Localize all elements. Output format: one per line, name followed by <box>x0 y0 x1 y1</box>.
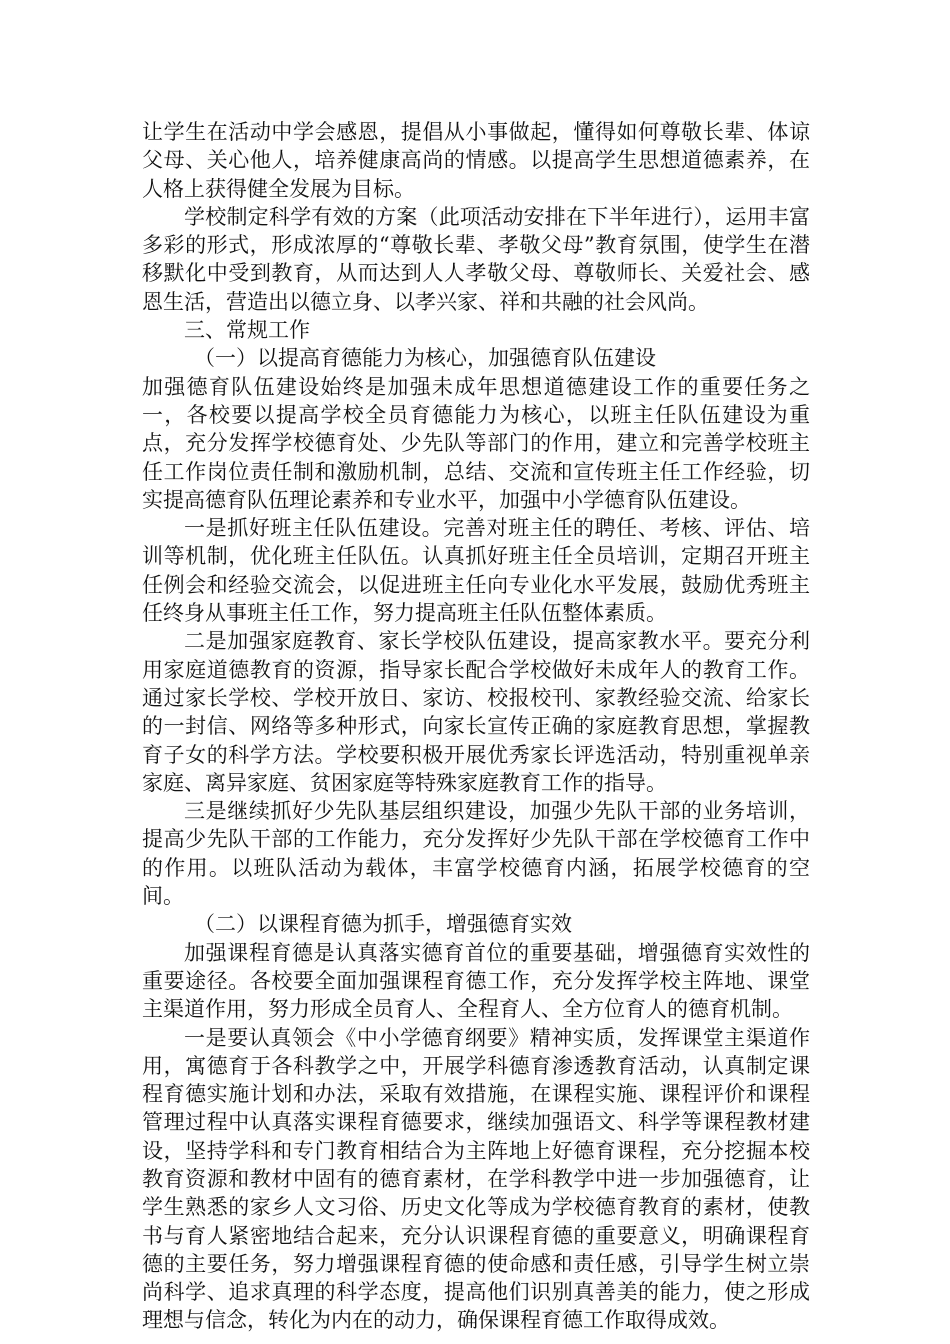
subsection-heading-2: （二）以课程育德为抓手，增强德育实效 <box>194 912 572 937</box>
paragraph-plan: 学校制定科学有效的方案（此项活动安排在下半年进行），运用丰富多彩的形式，形成浓厚的“尊敬长辈、孝敬父母”教育氛围，使学生在潜移默化中受到教育，从而达到人人孝敬父母、尊敬师长、关爱社会、感恩生活，营造出以德立身、以孝兴家、祥和共融的社会风尚。 <box>142 204 810 314</box>
paragraph-family-education: 二是加强家庭教育、家长学校队伍建设，提高家教水平。要充分利用家庭道德教育的资源，指导家长配合学校做好未成年人的教育工作。通过家长学校、学校开放日、家访、校报校刊、家教经验交流、给家长的一封信、网络等多种形式，向家长宣传正确的家庭教育思想，掌握教育子女的科学方法。学校要积极开展优秀家长评选活动，特别重视单亲家庭、离异家庭、贫困家庭等特殊家庭教育工作的指导。 <box>142 629 810 795</box>
paragraph-curriculum-moral: 加强课程育德是认真落实德育首位的重要基础，增强德育实效性的重要途径。各校要全面加强课程育德工作，充分发挥学校主阵地、课堂主渠道作用，努力形成全员育人、全程育人、全方位育人的德育机制。 <box>142 940 810 1022</box>
section-heading-routine-work: 三、常规工作 <box>184 318 310 343</box>
paragraph-team-building: 加强德育队伍建设始终是加强未成年思想道德建设工作的重要任务之一，各校要以提高学校全员育德能力为核心，以班主任队伍建设为重点，充分发挥学校德育处、少先队等部门的作用，建立和完善学校班主任工作岗位责任制和激励机制，总结、交流和宣传班主任工作经验，切实提高德育队伍理论素养和专业水平，加强中小学德育队伍建设。 <box>142 374 810 512</box>
paragraph-guidelines: 一是要认真领会《中小学德育纲要》精神实质，发挥课堂主渠道作用，寓德育于各科教学之中，开展学科德育渗透教育活动，认真制定课程育德实施计划和办法，采取有效措施，在课程实施、课程评价和课程管理过程中认真落实课程育德要求，继续加强语文、科学等课程教材建设，坚持学科和专门教育相结合为主阵地上好德育课程，充分挖掘本校教育资源和教材中固有的德育素材，在学科教学中进一步加强德育，让学生熟悉的家乡人文习俗、历史文化等成为学校德育教育的素材，使教书与育人紧密地结合起来，充分认识课程育德的重要意义，明确课程育德的主要任务，努力增强课程育德的使命感和责任感，引导学生树立崇尚科学、追求真理的科学态度，提高他们识别真善美的能力，使之形成理想与信念，转化为内在的动力，确保课程育德工作取得成效。 <box>142 1025 810 1333</box>
paragraph-intro-continuation: 让学生在活动中学会感恩，提倡从小事做起，懂得如何尊敬长辈、体谅父母、关心他人，培养健康高尚的情感。以提高学生思想道德素养，在人格上获得健全发展为目标。 <box>142 120 810 201</box>
paragraph-young-pioneers: 三是继续抓好少先队基层组织建设，加强少先队干部的业务培训，提高少先队干部的工作能力，充分发挥好少先队干部在学校德育工作中的作用。以班队活动为载体，丰富学校德育内涵，拓展学校德育的空间。 <box>142 799 810 909</box>
document-body <box>142 118 810 1335</box>
paragraph-class-teachers: 一是抓好班主任队伍建设。完善对班主任的聘任、考核、评估、培训等机制，优化班主任队伍。认真抓好班主任全员培训，定期召开班主任例会和经验交流会，以促进班主任向专业化水平发展，鼓励优秀班主任终身从事班主任工作，努力提高班主任队伍整体素质。 <box>142 516 810 626</box>
subsection-heading-1: （一）以提高育德能力为核心，加强德育队伍建设 <box>194 346 656 371</box>
